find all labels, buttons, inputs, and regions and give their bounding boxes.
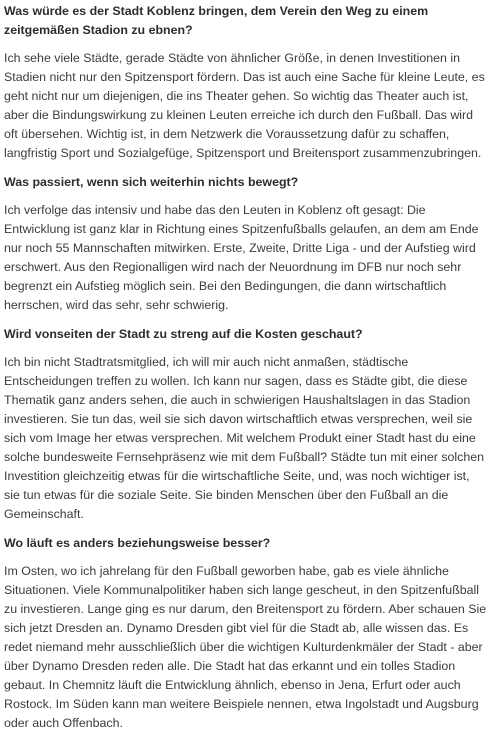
interview-question: Wird vonseiten der Stadt zu streng auf die Kosten geschaut? [4,327,363,341]
interview-answer: Ich bin nicht Stadtratsmitglied, ich will mir auch nicht anmaßen, städtische Entscheidungen treffen zu wollen. Ich kann nur sagen, dass es Städte gibt, die diese Thematik ganz anders sehen, die auch in schwierigen Haushaltslagen in das Stadion investieren. Sie tun das, weil sie sich davon wirtschaftlich etwas versprechen, weil sie sich vom Image her etwas versprechen. Mit welchem Produkt einer Stadt hast du eine solche bundesweite Fernsehpräsenz wie mit dem Fußball? Städte tun mit einer solchen Investition gleichzeitig etwas für die wirtschaftliche Seite, und, was noch wichtiger ist, sie tun etwas für die soziale Seite. Sie binden Menschen über den Fußball an die Gemeinschaft. [4,355,485,521]
interview-question: Was passiert, wenn sich weiterhin nichts bewegt? [4,175,299,189]
interview-question: Was würde es der Stadt Koblenz bringen, dem Verein den Weg zu einem zeitgemäßen Stadion zu ebnen? [4,4,429,37]
interview-answer: Im Osten, wo ich jahrelang für den Fußball geworben habe, gab es viele ähnliche Situationen. Viele Kommunalpolitiker haben sich lange gescheut, in den Spitzenfußball zu investieren. Lange ging es nur darum, den Breitensport zu fördern. Aber schauen Sie sich jetzt Dresden an. Dynamo Dresden gibt viel für die Stadt ab, alle wissen das. Es redet niemand mehr ausschließlich über die wichtigen Kulturdenkmäler der Stadt - aber über Dynamo Dresden reden alle. Die Stadt hat das erkannt und ein tolles Stadion gebaut. In Chemnitz läuft die Entwicklung ähnlich, ebenso in Jena, Erfurt oder auch Rostock. Im Süden kann man weitere Beispiele nennen, etwa Ingolstadt und Augsburg oder auch Offenbach. [4,564,487,730]
interview-answer: Ich sehe viele Städte, gerade Städte von ähnlicher Größe, in denen Investitionen in Stadien nicht nur den Spitzensport fördern. Das ist auch eine Sache für kleine Leute, es geht nicht nur um diejenigen, die ins Theater gehen. So wichtig das Theater auch ist, aber die Bindungswirkung zu kleinen Leuten erreiche ich durch den Fußball. Das wird oft übersehen. Wichtig ist, in dem Netzwerk die Voraussetzung dafür zu schaffen, langfristig Sport und Sozialgefüge, Spitzensport und Breitensport zusammenzubringen. [4,51,485,160]
interview-answer: Ich verfolge das intensiv und habe das den Leuten in Koblenz oft gesagt: Die Entwicklung ist ganz klar in Richtung eines Spitzenfußballs gelaufen, an dem am Ende nur noch 55 Mannschaften mitwirken. Erste, Zweite, Dritte Liga - und der Aufstieg wird erschwert. Aus den Regionalligen wird nach der Neuordnung im DFB nur noch sehr begrenzt ein Aufstieg möglich sein. Bei den Bedingungen, die dann wirtschaftlich herrschen, wird das sehr, sehr schwierig. [4,203,479,312]
interview-question: Wo läuft es anders beziehungsweise besser? [4,536,271,550]
